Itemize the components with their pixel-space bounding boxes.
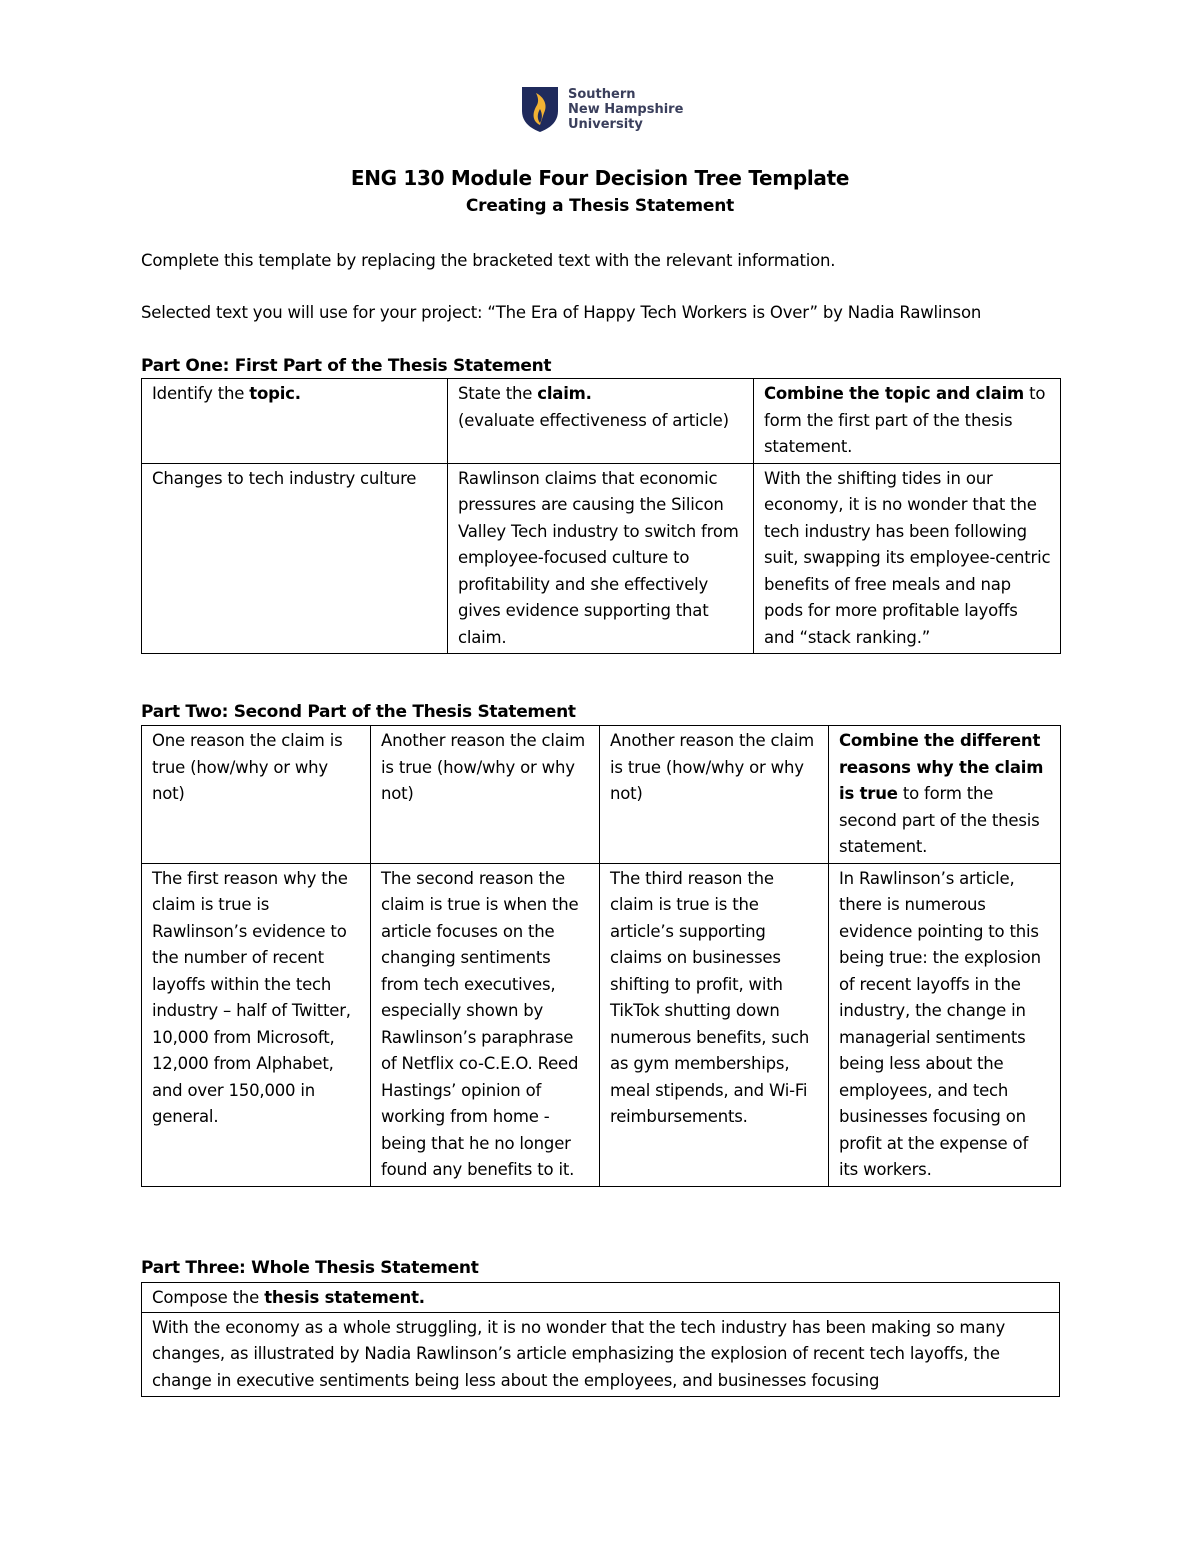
thesis-statement-text: With the economy as a whole struggling, it is no wonder that the tech industry has been making so many changes, as illustrated by Nadia Rawlinson’s article emphasizing the explosion of recent tech layoffs, the change in executive sentiments being less about the employees, and businesses focusing	[152, 1317, 1006, 1390]
claim-header-note: (evaluate effectiveness of article)	[458, 410, 729, 430]
table-header-row	[142, 1283, 1060, 1313]
topic-header-text: Identify the	[152, 384, 250, 403]
table-row	[142, 1312, 1060, 1396]
topic-cell: Changes to tech industry culture	[142, 463, 448, 654]
table-header-row	[142, 726, 1061, 864]
reason2-header-cell: Another reason the claim is true (how/why or why not)	[371, 726, 600, 864]
part-three-table	[141, 1282, 1060, 1397]
part-two-heading: Part Two: Second Part of the Thesis Statement	[141, 702, 576, 722]
reason2-cell: The second reason the claim is true is when the article focuses on the changing sentiments from tech executives, especially shown by Rawlinson’s paraphrase of Netflix co-C.E.O. Reed Hastings’ opinion of working from home - being that he no longer found any benefits to it.	[371, 863, 600, 1186]
selected-text-line: Selected text you will use for your project: “The Era of Happy Tech Workers is Over” by Nadia Rawlinson	[141, 303, 982, 322]
combine-header-cell	[754, 379, 1061, 464]
document-subtitle: Creating a Thesis Statement	[465, 196, 735, 216]
thesis-statement-cell	[142, 1312, 1060, 1396]
shield-flame-icon	[520, 85, 560, 133]
topic-header-bold: topic.	[249, 384, 301, 403]
part-two-table	[141, 725, 1061, 1187]
combine-reasons-header-cell	[829, 726, 1061, 864]
combined-cell: With the shifting tides in our economy, it is no wonder that the tech industry has been following suit, swapping its employee-centric benefits of free meals and nap pods for more profitable layoffs and “stack ranking.”	[754, 463, 1061, 654]
part-one-heading: Part One: First Part of the Thesis Statement	[141, 356, 552, 376]
thesis-header-cell	[142, 1283, 1060, 1313]
part-one-table	[141, 378, 1061, 654]
table-header-row	[142, 379, 1061, 464]
claim-cell: Rawlinson claims that economic pressures are causing the Silicon Valley Tech industry to switch from employee-focused culture to profitability and she effectively gives evidence supporting that claim.	[448, 463, 754, 654]
combine-reasons-text: to form the second part of the thesis statement.	[839, 784, 1040, 856]
combined-reasons-cell: In Rawlinson’s article, there is numerous evidence pointing to this being true: the explosion of recent layoffs in the industry, the change in managerial sentiments being less about the employees, and tech businesses focusing on profit at the expense of its workers.	[829, 863, 1061, 1186]
part-three-heading: Part Three: Whole Thesis Statement	[141, 1258, 479, 1278]
logo-line-2: New Hampshire	[568, 101, 684, 117]
reason1-header-cell: One reason the claim is true (how/why or why not)	[142, 726, 371, 864]
thesis-header-text: Compose the	[152, 1288, 265, 1307]
claim-header-cell	[448, 379, 754, 464]
logo-line-1: Southern	[568, 86, 636, 102]
university-logo	[520, 84, 690, 134]
reason1-cell: The first reason why the claim is true is Rawlinson’s evidence to the number of recent layoffs within the tech industry – half of Twitter, 10,000 from Microsoft, 12,000 from Alphabet, and over 150,000 in general.	[142, 863, 371, 1186]
topic-header-cell	[142, 379, 448, 464]
reason3-header-cell: Another reason the claim is true (how/why or why not)	[600, 726, 829, 864]
table-row	[142, 463, 1061, 654]
instructions-text: Complete this template by replacing the bracketed text with the relevant information.	[141, 251, 836, 270]
combine-header-bold: Combine the topic and claim	[764, 384, 1025, 403]
logo-line-3: University	[568, 116, 643, 132]
logo-wordmark	[568, 87, 683, 132]
table-row	[142, 863, 1061, 1186]
combine-header-text: to form the first part of the thesis statement.	[764, 384, 1046, 456]
thesis-header-bold: thesis statement.	[264, 1288, 425, 1307]
claim-header-text: State the	[458, 384, 538, 403]
combine-reasons-bold: Combine the different reasons why the claim is true	[839, 731, 1044, 803]
claim-header-bold: claim.	[537, 384, 592, 403]
document-title: ENG 130 Module Four Decision Tree Template	[350, 166, 850, 190]
reason3-cell: The third reason the claim is true is the article’s supporting claims on businesses shifting to profit, with TikTok shutting down numerous benefits, such as gym memberships, meal stipends, and Wi-Fi reimbursements.	[600, 863, 829, 1186]
